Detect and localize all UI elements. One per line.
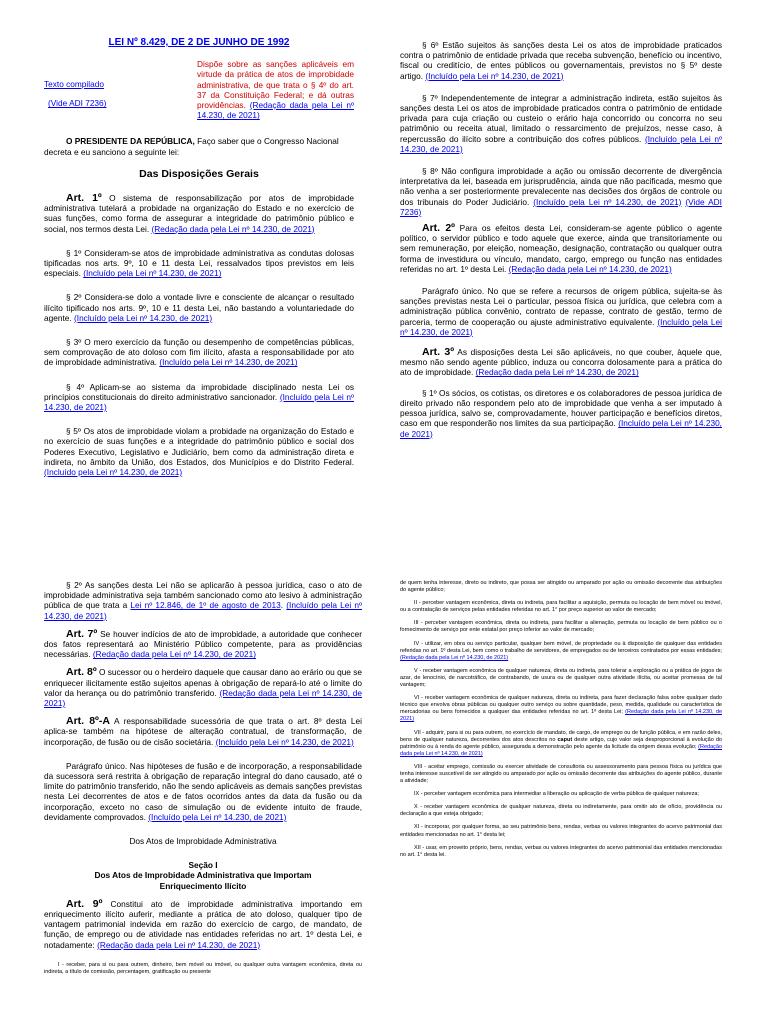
art8a-pu-link[interactable]: (Incluído pela Lei nº 14.230, de 2021) [148,811,287,822]
art-9-inciso-12: XII - usar, em proveito próprio, bens, rendas, verbas ou valores integrantes do acervo patrimonial das entidades mencionadas no art. 1° desta lei. [400,844,722,858]
art2-redacao-link[interactable]: (Redação dada pela Lei nº 14.230, de 2021) [508,263,672,274]
par7-link[interactable]: (Incluído pela Lei nº 14.230, de 2021) [400,133,722,154]
art3-redacao-link[interactable]: (Redação dada pela Lei nº 14.230, de 2021) [475,367,639,378]
art-1-par-5: § 5º Os atos de improbidade violam a probidade na organização do Estado e no exercício de suas funções e a integridade do patrimônio público e social dos Poderes Executivo, Legislativo e Judiciário, bem como da administração direta e indireta, no âmbito da União, dos Estados, dos Municípios e do Distrito Federal. (Incluído pela Lei nº 14.230, de 2021) [44,426,354,478]
art9-redacao-link[interactable]: (Redação dada pela Lei nº 14.230, de 2021) [97,939,261,950]
art-1-par-4: § 4º Aplicam-se ao sistema da improbidade disciplinado nesta Lei os princípios constitucionais do direito administrativo sancionador. (Incluído pela Lei nº 14.230, de 2021) [44,381,354,413]
ementa-redacao-link[interactable]: (Redação dada pela Lei nº 14.230, de 2021) [197,100,354,121]
art-1-par-7: § 7º Independentemente de integrar a administração indireta, estão sujeitos às sanções desta Lei os atos de improbidade praticados contra o patrimônio de entidade privada para cuja criação ou custeio o erário haja concorrido ou concorra no seu patrimônio ou receita atual, limitado o ressarcimento de prejuízos, nesse caso, à repercussão do ilícito sobre a contribuição dos cofres públicos. (Incluído pela Lei nº 14.230, de 2021) [400,92,722,154]
par8-link[interactable]: (Incluído pela Lei nº 14.230, de 2021) [533,196,682,207]
art-9-inciso-6: VI - receber vantagem econômica de qualquer natureza, direta ou indireta, para fazer declaração falsa sobre qualquer dado técnico que envolva obras públicas ou qualquer outro serviço ou sobre quantidade, peso, medida, qualidade ou característica de mercadorias ou bens fornecidos a qualquer das entidades referidas no art. 1º desta Lei; (Redação dada pela Lei nº 14.230, de 2021) [400,695,723,723]
art-9-inciso-11: XI - incorporar, por qualquer forma, ao seu patrimônio bens, rendas, verbas ou valores integrantes do acervo patrimonial das entidades mencionadas no art. 1° desta lei; [400,824,722,838]
art-2-paragrafo-unico: Parágrafo único. No que se refere a recursos de origem pública, sujeita-se às sanções previstas nesta Lei o particular, pessoa física ou jurídica, que celebra com a administração pública convênio, contrato de repasse, contrato de gestão, termo de parceria, termo de cooperação ou ajuste administrativo equivalente. (Incluído pela Lei nº 14.230, de 2021) [400,286,722,337]
par5-link[interactable]: (Incluído pela Lei nº 14.230, de 2021) [44,467,183,478]
art-9-inciso-5: V - receber vantagem econômica de qualquer natureza, direta ou indireta, para tolerar a exploração ou a prática de jogos de azar, de lenocínio, de narcotráfico, de contrabando, de usura ou de qualquer outra atividade ilícita, ou aceitar promessa de tal vantagem; [400,667,722,689]
art-1-par-1: § 1º Consideram-se atos de improbidade administrativa as condutas dolosas tipificadas nos arts. 9º, 10 e 11 desta Lei, ressalvados tipos previstos em leis especiais. (Incluído pela Lei nº 14.230, de 2021) [44,247,354,279]
art-9-inciso-10: X - receber vantagem econômica de qualquer natureza, direta ou indiretamente, para omitir ato de ofício, providência ou declaração a que esteja obrigado; [400,804,722,818]
art-9-inciso-2: II - perceber vantagem econômica, direta ou indireta, para facilitar a aquisição, permuta ou locação de bem móvel ou imóvel, ou a contratação de serviços pelas entidades referidas no art. 1° por preço superior ao valor de mercado; [400,600,722,614]
art-3-par-2: § 2º As sanções desta Lei não se aplicarão à pessoa jurídica, caso o ato de improbidade administrativa seja também sancionado como ato lesivo à administração pública de que trata a Lei nº 12.846, de 1º de agosto de 2013. (Incluído pela Lei nº 14.230, de 2021) [44,580,362,621]
art-1: Art. 1º O sistema de responsabilização por atos de improbidade administrativa tutelará a probidade na organização do Estado e no exercício de suas funções, como forma de assegurar a integridade do patrimônio público e social, nos termos desta Lei. (Redação dada pela Lei nº 14.230, de 2021) [44,192,354,234]
art-3-par-1: § 1º Os sócios, os cotistas, os diretores e os colaboradores de pessoa jurídica de direito privado não respondem pelo ato de improbidade que venha a ser imputado à pessoa jurídica, salvo se, comprovadamente, houver participação e benefícios diretos, caso em que responderão nos limites da sua participação. (Incluído pela Lei nº 14.230, de 2021) [400,387,722,439]
par2-link[interactable]: (Incluído pela Lei nº 14.230, de 2021) [74,312,213,323]
art-9-inciso-1: I - receber, para si ou para outrem, dinheiro, bem móvel ou imóvel, ou qualquer outra vantagem econômica, direta ou indireta, a título de comissão, percentagem, gratificação ou presente [44,961,362,975]
inc6-link[interactable]: (Redação dada pela Lei nº 14.230, de 2021) [400,709,723,723]
inc7-link[interactable]: (Redação dada pela Lei nº 14.230, de 2021) [400,743,723,757]
law-title-link[interactable]: LEI Nº 8.429, DE 2 DE JUNHO DE 1992 [108,37,290,48]
art7-redacao-link[interactable]: (Redação dada pela Lei nº 14.230, de 2021) [92,649,256,660]
vide-adi-link[interactable]: (Vide ADI 7236) [48,98,107,109]
par6-link[interactable]: (Incluído pela Lei nº 14.230, de 2021) [425,70,564,81]
preamble: O PRESIDENTE DA REPÚBLICA, Faço saber que o Congresso Nacional decreta e eu sanciono a seguinte lei: [44,136,339,157]
art3-par1-link[interactable]: (Incluído pela Lei nº 14.230, de 2021) [400,418,722,439]
art-7: Art. 7º Se houver indícios de ato de improbidade, a autoridade que conhecer dos fatos representará ao Ministério Público competente, para as providências necessárias. (Redação dada pela Lei nº 14.230, de 2021) [44,627,362,660]
secao-number: Seção I [188,860,218,871]
page2-right-column [400,580,722,865]
art-9-inciso-1-cont: de quem tenha interesse, direto ou indireto, que possa ser atingido ou amparado por ação ou omissão decorrente das atribuições do agente público; [400,580,722,594]
art1-redacao-link[interactable]: (Redação dada pela Lei nº 14.230, de 2021) [151,223,315,234]
art-9-inciso-8: VIII - aceitar emprego, comissão ou exercer atividade de consultoria ou assessoramento para pessoa física ou jurídica que tenha interesse suscetível de ser atingido ou amparado por ação ou omissão decorrente das atribuições do agente público, durante a atividade; [400,763,722,785]
art-1-par-8: § 8º Não configura improbidade a ação ou omissão decorrente de divergência interpretativa da lei, baseada em jurisprudência, ainda que não pacificada, mesmo que não venha a ser posteriormente prevalecente nas decisões dos órgãos de controle ou dos tribunais do Poder Judiciário. (Incluído pela Lei nº 14.230, de 2021) (Vide ADI 7236) [400,166,722,217]
art2-pu-link[interactable]: (Incluído pela Lei nº 14.230, de 2021) [400,316,722,337]
page2-left-column [44,580,362,976]
art-8: Art. 8º O sucessor ou o herdeiro daquele que causar dano ao erário ou que se enriquecer ilicitamente estão sujeitos apenas à obrigação de repará-lo até o limite do valor da herança ou do patrimônio transferido. (Redação dada pela Lei nº 14.230, de 2021) [44,666,362,709]
par1-link[interactable]: (Incluído pela Lei nº 14.230, de 2021) [83,268,222,279]
section-heading: Das Disposições Gerais [139,167,259,180]
inc4-link[interactable]: (Redação dada pela Lei nº 14.230, de 2021) [400,654,509,661]
art-9-inciso-3: III - perceber vantagem econômica, direta ou indireta, para facilitar a alienação, permuta ou locação de bem público ou o fornecimento de serviço por ente estatal por preço inferior ao valor de mercado; [400,620,722,634]
art8a-link[interactable]: (Incluído pela Lei nº 14.230, de 2021) [215,736,354,747]
art-9-inciso-4: IV - utilizar, em obra ou serviço particular, qualquer bem móvel, de propriedade ou à disposição de qualquer das entidades referidas no art. 1º desta Lei, bem como o trabalho de servidores, de empregados ou de terceiros contratados por essas entidades; (Redação dada pela Lei nº 14.230, de 2021) [400,640,722,661]
chapter-title: Dos Atos de Improbidade Administrativa [129,836,277,847]
art-8-a-paragrafo-unico: Parágrafo único. Nas hipóteses de fusão e de incorporação, a responsabilidade da sucessora será restrita à obrigação de reparação integral do dano causado, até o limite do patrimônio transferido, não lhe sendo aplicáveis as demais sanções previstas nesta Lei decorrentes de atos e de fatos ocorridos antes da data da fusão ou da incorporação, exceto no caso de simulação ou de evidente intuito de fraude, devidamente comprovados. (Incluído pela Lei nº 14.230, de 2021) [44,760,362,822]
page1-left-column [44,38,354,477]
art-8-a: Art. 8º-A A responsabilidade sucessória de que trata o art. 8º desta Lei aplica-se também na hipótese de alteração contratual, de transformação, de incorporação, de fusão ou de cisão societária. (Incluído pela Lei nº 14.230, de 2021) [44,715,362,747]
par8-vide-adi-link[interactable]: (Vide ADI 7236) [400,196,722,217]
art-9: Art. 9º Constitui ato de improbidade administrativa importando em enriquecimento ilícito auferir, mediante a prática de ato doloso, qualquer tipo de vantagem patrimonial indevida em razão do exercício de cargo, de mandato, de função, de emprego ou de atividade nas entidades referidas no art. 1º desta Lei, e notadamente: (Redação dada pela Lei nº 14.230, de 2021) [44,897,362,950]
par3-link[interactable]: (Incluído pela Lei nº 14.230, de 2021) [159,357,298,368]
art8-redacao-link[interactable]: (Redação dada pela Lei nº 14.230, de 2021) [44,687,362,709]
art3-par2-link[interactable]: (Incluído pela Lei nº 14.230, de 2021) [44,600,362,621]
secao-title: Dos Atos de Improbidade Administrativa que Importam Enriquecimento Ilícito [94,870,312,891]
par4-link[interactable]: (Incluído pela Lei nº 14.230, de 2021) [44,391,354,413]
art-2: Art. 2º Para os efeitos desta Lei, consideram-se agente público o agente político, o servidor público e todo aquele que exerce, ainda que transitoriamente ou sem remuneração, por eleição, nomeação, designação, contratação ou qualquer outra forma de investidura ou vínculo, mandato, cargo, emprego ou função nas entidades referidas no art. 1º desta Lei. (Redação dada pela Lei nº 14.230, de 2021) [400,222,722,274]
art-3: Art. 3º As disposições desta Lei são aplicáveis, no que couber, àquele que, mesmo não sendo agente público, induza ou concorra dolosamente para a prática do ato de improbidade. (Redação dada pela Lei nº 14.230, de 2021) [400,346,722,378]
art-1-par-2: § 2º Considera-se dolo a vontade livre e consciente de alcançar o resultado ilícito tipificado nos arts. 9º, 10 e 11 desta Lei, não bastando a voluntariedade do agente. (Incluído pela Lei nº 14.230, de 2021) [44,292,354,323]
art-9-inciso-7: VII - adquirir, para si ou para outrem, no exercício de mandato, de cargo, de emprego ou de função pública, e em razão deles, bens de qualquer natureza, decorrentes dos atos descritos no caput deste artigo, cujo valor seja desproporcional à evolução do patrimônio ou à renda do agente público, assegurada a demonstração pelo agente da licitude da origem dessa evolução; (Redação dada pela Lei nº 14.230, de 2021) [400,729,723,757]
texto-compilado-link[interactable]: Texto compilado [44,79,104,90]
art-1-par-3: § 3º O mero exercício da função ou desempenho de competências públicas, sem comprovação de ato doloso com fim ilícito, afasta a responsabilidade por ato de improbidade administrativa. (Incluído pela Lei nº 14.230, de 2021) [44,337,354,368]
art-9-inciso-9: IX - perceber vantagem econômica para intermediar a liberação ou aplicação de verba pública de qualquer natureza; [414,791,699,798]
page1-right-column [400,40,722,439]
lei-12846-link[interactable]: Lei nº 12.846, de 1º de agosto de 2013 [130,600,281,611]
ementa: Dispõe sobre as sanções aplicáveis em virtude da prática de atos de improbidade administrativa, de que trata o § 4º do art. 37 da Constituição Federal; e dá outras providências. (Redação dada pela Lei nº 14.230, de 2021) [197,59,354,121]
art-1-par-6: § 6º Estão sujeitos às sanções desta Lei os atos de improbidade praticados contra o patrimônio de entidade privada que receba subvenção, benefício ou incentivo, fiscal ou creditício, de entes públicos ou governamentais, previstos no § 5º deste artigo. (Incluído pela Lei nº 14.230, de 2021) [400,40,722,81]
